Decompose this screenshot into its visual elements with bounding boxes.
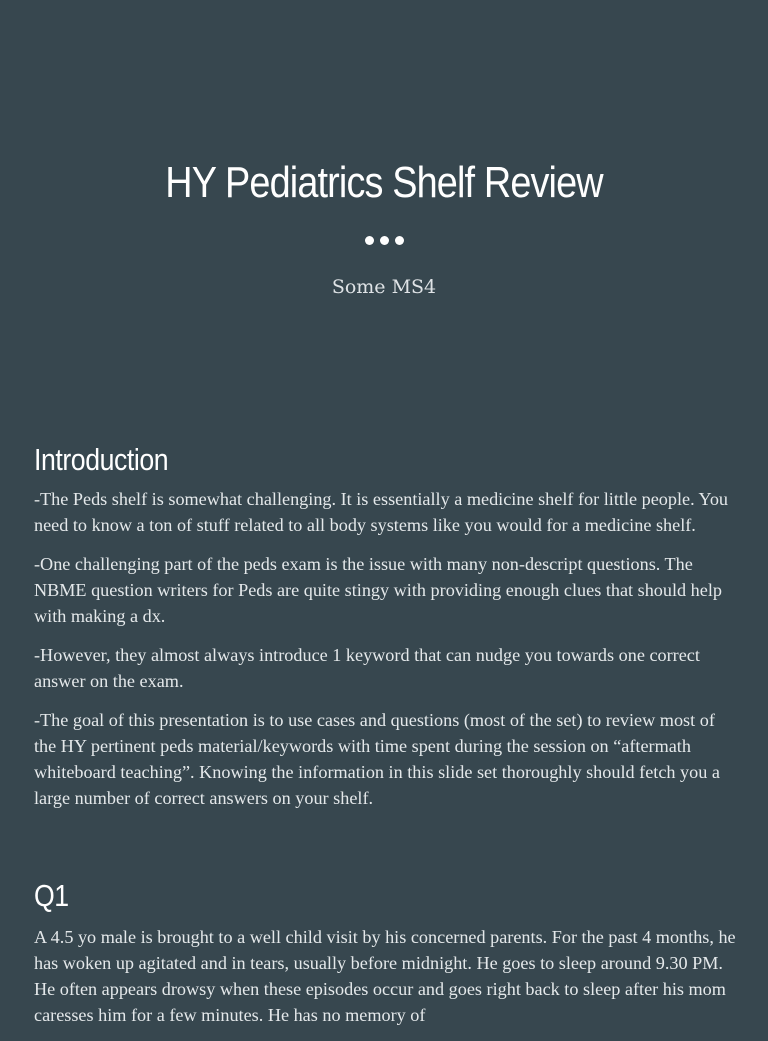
intro-paragraph: -One challenging part of the peds exam is the issue with many non-descript questions. The NBME question writers for Peds are quite stingy with providing enough clues that should help with making a dx.	[34, 554, 722, 626]
ellipsis-divider	[0, 236, 768, 245]
presentation-subtitle: Some MS4	[331, 276, 437, 298]
divider-dot	[395, 236, 404, 245]
intro-paragraph: -The goal of this presentation is to use cases and questions (most of the set) to review most of the HY pertinent peds material/keywords with time spent during the session on “aftermath whiteboard teaching”. Knowing the information in this slide set thoroughly should fetch you a large number of correct answers on your shelf.	[34, 710, 720, 808]
intro-paragraph: -The Peds shelf is somewhat challenging. It is essentially a medicine shelf for little people. You need to know a ton of stuff related to all body systems like you would for a medicine shelf.	[34, 489, 729, 535]
intro-paragraph: -However, they almost always introduce 1 keyword that can nudge you towards one correct answer on the exam.	[34, 645, 700, 691]
title-slide	[0, 0, 768, 400]
q1-section	[34, 878, 739, 1041]
divider-dot	[365, 236, 374, 245]
introduction-section	[34, 442, 739, 824]
q1-body: A 4.5 yo male is brought to a well child visit by his concerned parents. For the past 4 months, he has woken up agitated and in tears, usually before midnight. He goes to sleep around 9.30 PM. He often appears drowsy when these episodes occur and goes right back to sleep after his mom caresses him for a few minutes. He has no memory of	[34, 927, 736, 1025]
divider-dot	[380, 236, 389, 245]
q1-heading: Q1	[34, 878, 69, 913]
introduction-heading: Introduction	[34, 442, 169, 477]
presentation-title: HY Pediatrics Shelf Review	[165, 158, 603, 207]
